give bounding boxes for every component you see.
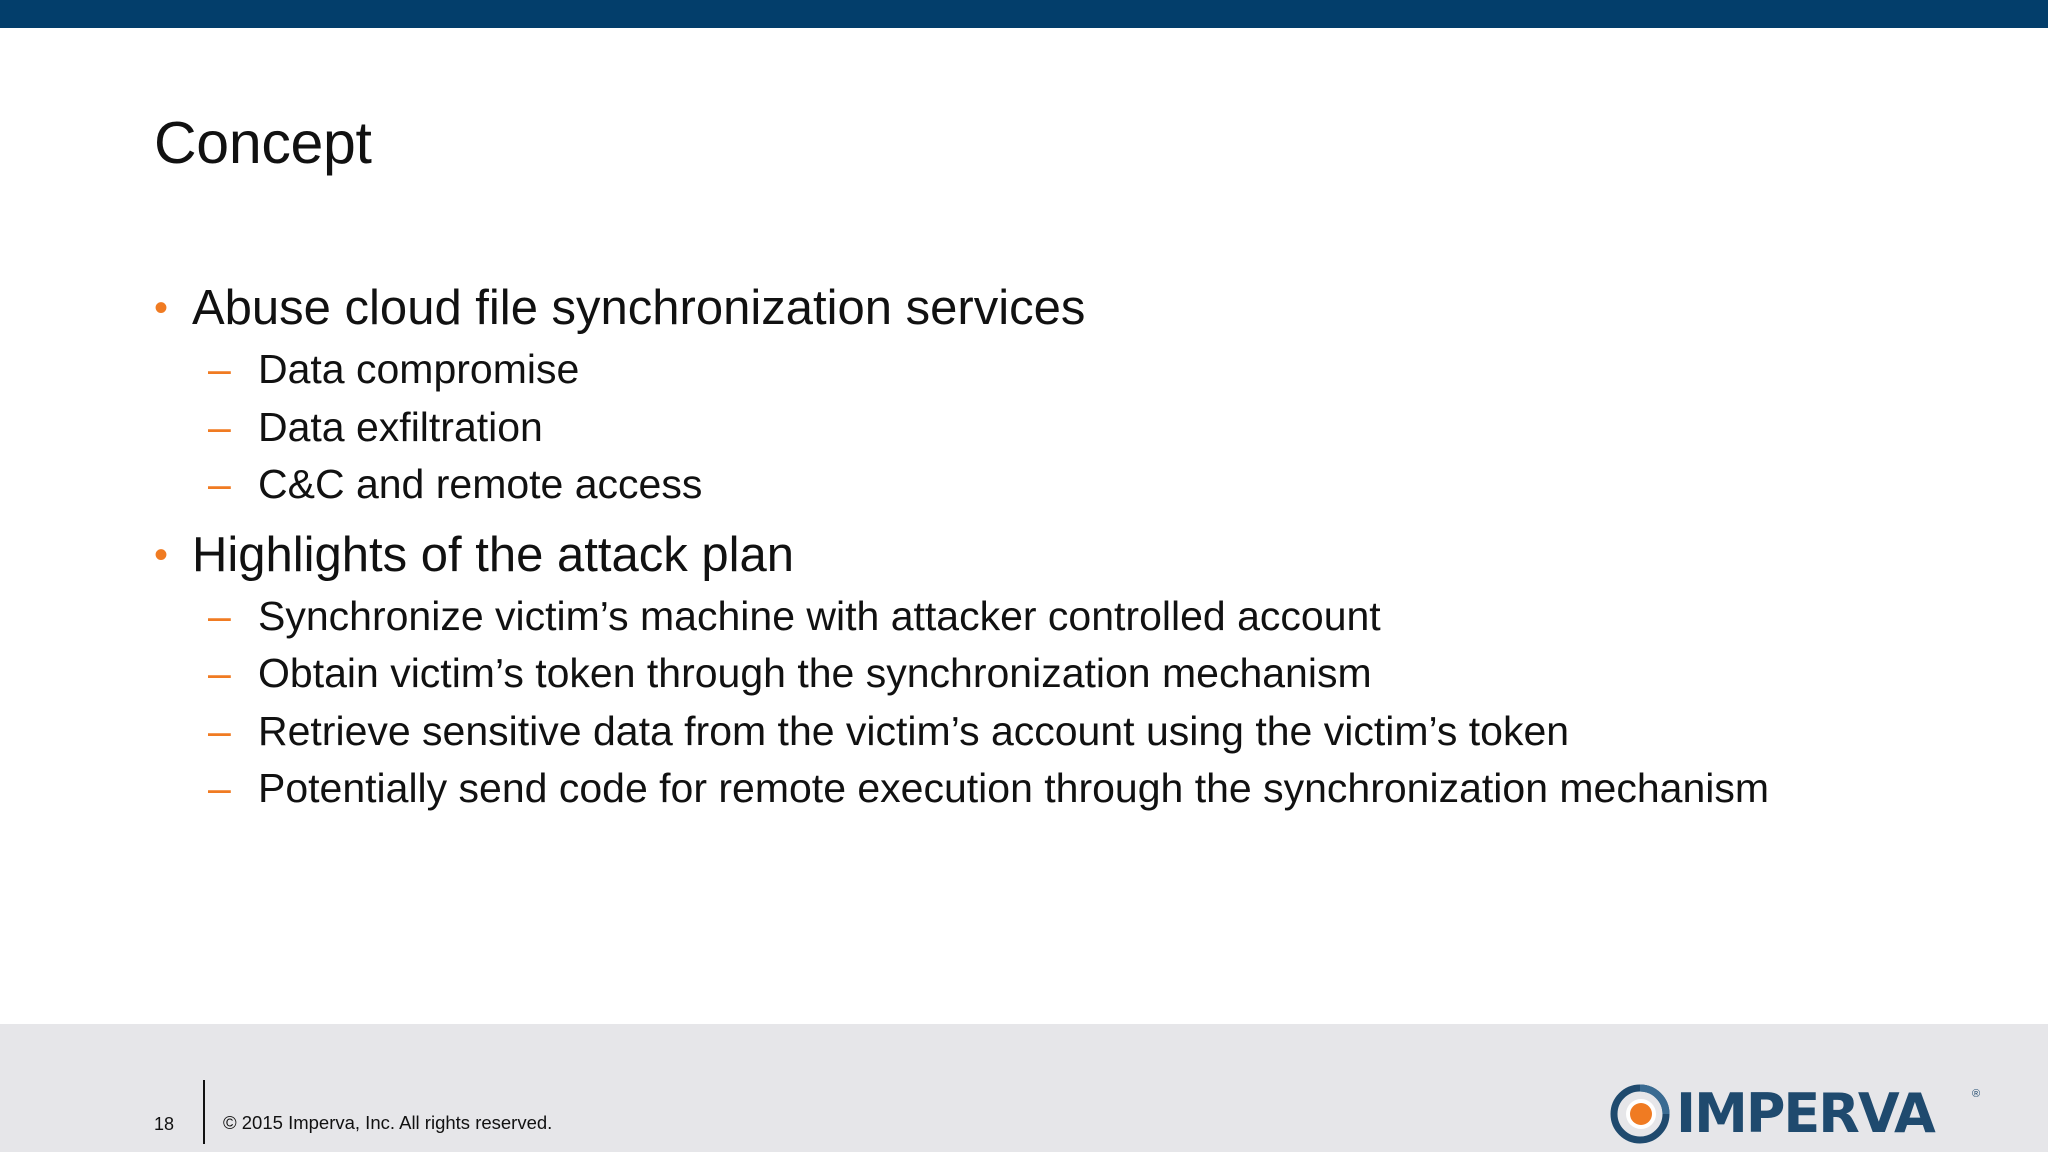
copyright-text: © 2015 Imperva, Inc. All rights reserved. xyxy=(223,1112,553,1133)
logo-wordmark: IMPERVA xyxy=(1676,1082,1934,1145)
slide-title: Concept xyxy=(154,110,372,176)
registered-mark: ® xyxy=(1972,1088,1981,1100)
sub-bullet-text: Potentially send code for remote execution through the synchronization mechanism xyxy=(258,765,1770,811)
sub-bullet-item xyxy=(154,703,2014,761)
dash-icon: – xyxy=(208,403,231,450)
top-bar xyxy=(0,0,2048,28)
sub-bullet-text: Data compromise xyxy=(258,346,580,392)
bullet-text: Highlights of the attack plan xyxy=(192,527,794,582)
dash-icon: – xyxy=(208,765,231,811)
sub-bullet-item xyxy=(154,645,2014,703)
sub-bullet-item xyxy=(154,341,2014,399)
dash-icon: – xyxy=(208,650,231,696)
sub-bullet-item xyxy=(154,456,2014,514)
slide-content xyxy=(154,275,2014,818)
bullet-item xyxy=(154,275,2014,341)
sub-bullet-text: C&C and remote access xyxy=(258,461,703,507)
dash-icon: – xyxy=(208,346,231,392)
footer-divider xyxy=(203,1080,205,1144)
sub-bullet-item xyxy=(154,760,2014,818)
dash-icon: – xyxy=(208,461,231,507)
dash-icon: – xyxy=(208,707,231,754)
bullet-text: Abuse cloud file synchronization services xyxy=(192,281,1086,335)
bullet-dot-icon: • xyxy=(154,286,169,330)
sub-bullet-item xyxy=(154,399,2014,457)
dash-icon: – xyxy=(208,592,231,639)
bullet-dot-icon: • xyxy=(154,532,169,577)
imperva-logo-icon xyxy=(1610,1084,1670,1144)
bullet-item xyxy=(154,522,2014,588)
imperva-logo xyxy=(1610,1082,1980,1146)
sub-bullet-item xyxy=(154,588,2014,646)
sub-bullet-text: Data exfiltration xyxy=(258,403,543,450)
sub-bullet-text: Obtain victim’s token through the synchronization mechanism xyxy=(258,650,1372,696)
page-number: 18 xyxy=(154,1114,175,1134)
footer xyxy=(0,1024,2048,1152)
sub-bullet-text: Retrieve sensitive data from the victim’s account using the victim’s token xyxy=(258,707,1570,754)
sub-bullet-text: Synchronize victim’s machine with attacker controlled account xyxy=(258,592,1381,639)
